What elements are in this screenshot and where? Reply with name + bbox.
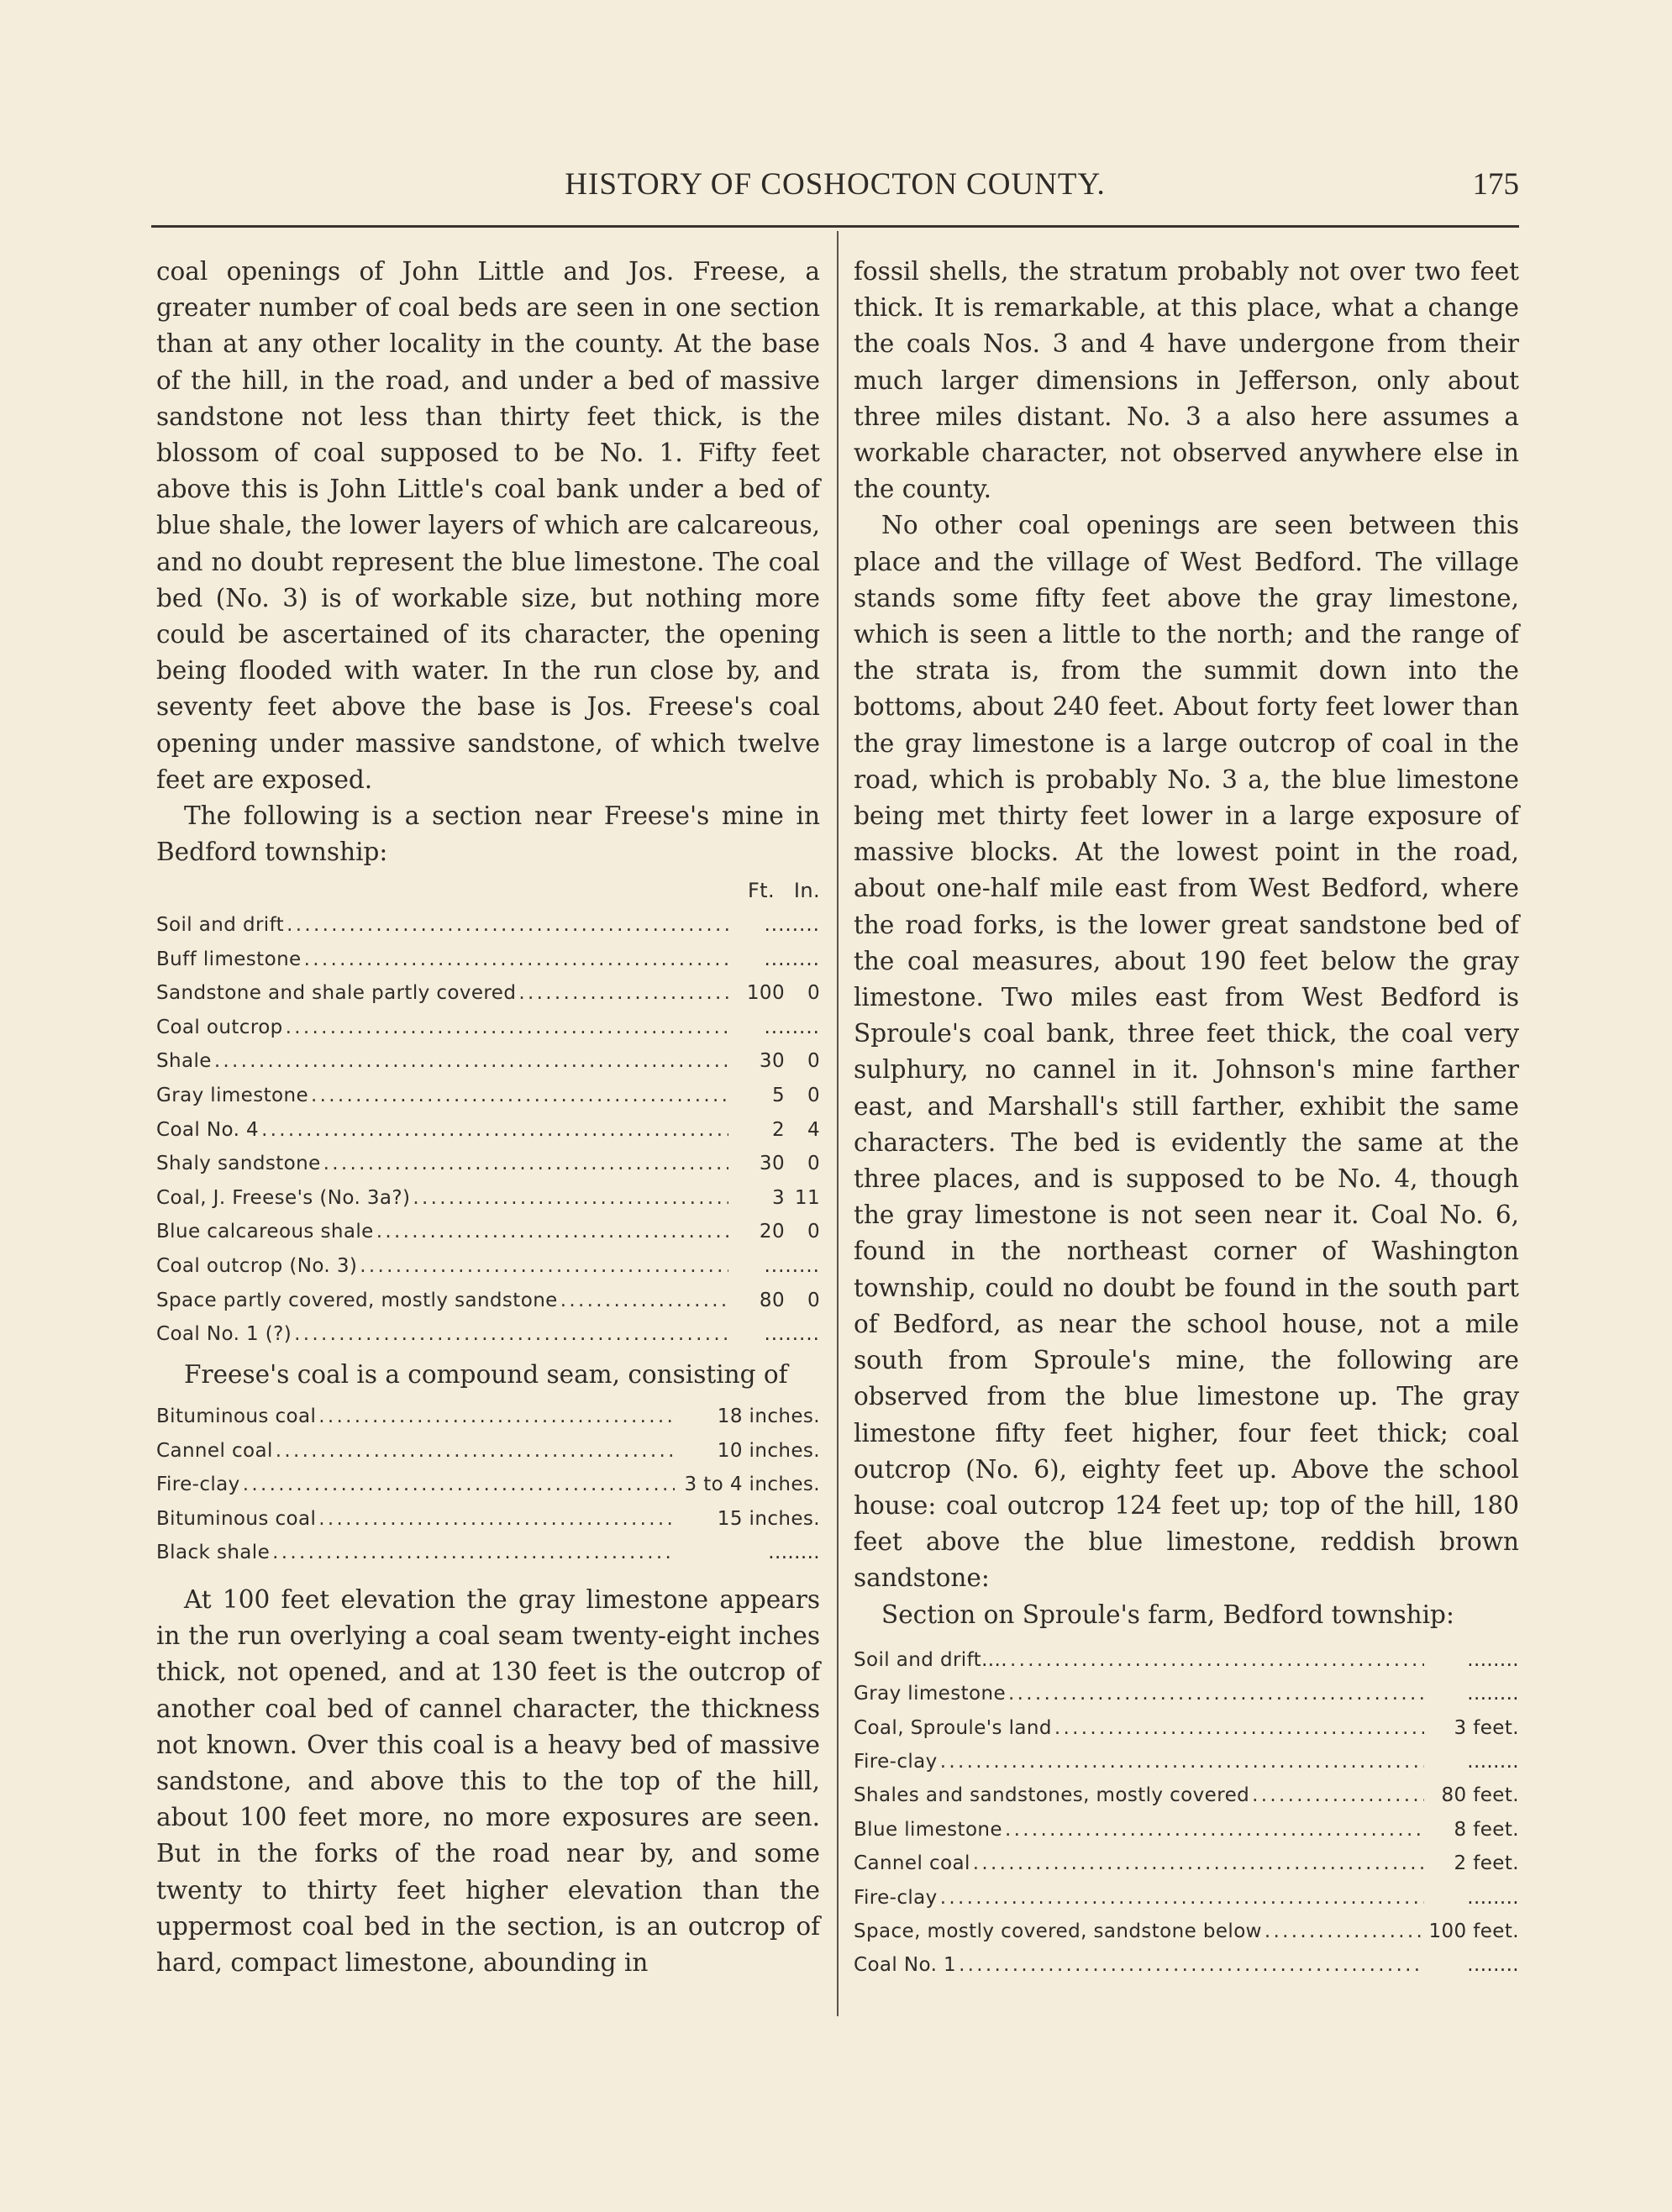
- dot-leader: [940, 1881, 1424, 1915]
- table-row: [156, 1502, 820, 1537]
- row-value: [731, 976, 820, 1011]
- right-paragraph-3: Section on Sproule's farm, Bedford township:: [881, 1600, 1454, 1629]
- table-row: [854, 1915, 1519, 1948]
- row-inches: 0: [807, 1153, 820, 1175]
- row-value: [1427, 1779, 1519, 1812]
- dot-leader: [261, 1113, 728, 1148]
- dot-leader: [286, 1011, 728, 1045]
- row-label: Fire-clay: [854, 1886, 938, 1909]
- dot-leader: [311, 1079, 728, 1113]
- row-amount: 15 inches.: [717, 1507, 820, 1530]
- row-label: Soil and drift....: [854, 1648, 1007, 1671]
- left-paragraph-1: coal openings of John Little and Jos. Freese, a greater number of coal beds are seen in one section than at any other locality in the county. At the base of the hill, in the road, and under a bed of massive sandstone not less than thirty feet thick, is the blossom of coal supposed to be No. 1. Fifty feet above this is John Little's coal bank under a bed of blue shale, the lower layers of which are calcareous, and no doubt represent the blue limestone. The coal bed (No. 3) is of workable size, but nothing more could be ascertained of its character, the opening being flooded with water. In the run close by, and seventy feet above the base is Jos. Freese's coal opening under massive sandstone, of which twelve feet are exposed.: [156, 257, 820, 794]
- dot-leader: [214, 1044, 728, 1079]
- row-inches: 11: [794, 1186, 820, 1209]
- row-value: [677, 1536, 820, 1570]
- row-label: Coal No. 1 (?): [156, 1323, 292, 1346]
- table-row: [156, 1044, 820, 1079]
- row-label: Space, mostly covered, sandstone below: [854, 1920, 1262, 1942]
- row-label: Sandstone and shale partly covered: [156, 982, 517, 1005]
- table-header: [156, 874, 820, 908]
- sproule-section-table: [854, 1643, 1519, 1983]
- left-paragraph-2: The following is a section near Freese's mine in Bedford township:: [156, 801, 820, 867]
- table-row: [156, 943, 820, 977]
- row-label: Cannel coal: [156, 1439, 273, 1462]
- table-row: [156, 908, 820, 943]
- row-amount: ........: [1467, 1750, 1519, 1773]
- row-amount: ........: [1467, 1683, 1519, 1705]
- header-rule: [151, 225, 1519, 228]
- dot-leader: [287, 908, 728, 943]
- row-feet: 30: [759, 1050, 785, 1073]
- table-row: [156, 1215, 820, 1249]
- dot-leader: [1265, 1915, 1424, 1948]
- dot-leader: [1010, 1643, 1424, 1677]
- row-label: Coal outcrop: [156, 1016, 283, 1038]
- row-blank: ........: [764, 1254, 820, 1277]
- table-row: [156, 1284, 820, 1318]
- row-label: Blue calcareous shale: [156, 1221, 374, 1243]
- dot-leader: [973, 1847, 1424, 1880]
- dot-leader: [272, 1536, 675, 1570]
- row-value: [1427, 1745, 1519, 1779]
- running-head: [151, 166, 1519, 213]
- row-inches: 0: [807, 1085, 820, 1107]
- table-row: [156, 1011, 820, 1045]
- row-amount: 8 feet.: [1454, 1818, 1519, 1841]
- compound-seam-table: [156, 1400, 820, 1570]
- row-value: [731, 943, 820, 977]
- table-row: [156, 1079, 820, 1113]
- row-inches: 0: [807, 982, 820, 1005]
- row-value: [731, 1011, 820, 1045]
- row-value: [1427, 1881, 1519, 1915]
- row-amount: 3 feet.: [1454, 1716, 1519, 1739]
- row-value: [1427, 1915, 1519, 1948]
- row-amount: 10 inches.: [717, 1439, 820, 1462]
- row-blank: ........: [764, 948, 820, 970]
- row-label: Bituminous coal: [156, 1405, 317, 1427]
- dot-leader: [1054, 1711, 1424, 1745]
- row-value: [731, 1181, 820, 1216]
- row-feet: 2: [771, 1118, 785, 1141]
- dot-leader: [243, 1468, 675, 1502]
- row-value: [731, 908, 820, 943]
- table-row: [854, 1881, 1519, 1915]
- row-blank: ........: [764, 914, 820, 937]
- dot-leader: [376, 1215, 728, 1249]
- row-label: Coal, J. Freese's (No. 3a?): [156, 1186, 411, 1209]
- row-value: [731, 1249, 820, 1284]
- row-amount: ........: [1467, 1886, 1519, 1909]
- right-paragraph-2: No other coal openings are seen between this place and the village of West Bedford. The village stands some fifty feet above the gray limestone, which is seen a little to the north; and the range of the strata is, from the summit down into the bottoms, about 240 feet. About forty feet lower than the gray limestone is a large outcrop of coal in the road, which is probably No. 3 a, the blue limestone being met thirty feet lower in a large exposure of massive blocks. At the lowest point in the road, about one-half mile east from West Bedford, where the road forks, is the lower great sandstone bed of the coal measures, about 190 feet below the gray limestone. Two miles east from West Bedford is Sproule's coal bank, three feet thick, the coal very sulphury, no cannel in it. Johnson's mine farther east, and Marshall's still farther, exhibit the same characters. The bed is evidently the same at the three places, and is supposed to be No. 4, though the gray limestone is not seen near it. Coal No. 6, found in the northeast corner of Washington township, could no doubt be found in the south part of Bedford, as near the school house, not a mile south from Sproule's mine, the following are observed from the blue limestone up. The gray limestone fifty feet higher, four feet thick; coal outcrop (No. 6), eighty feet up. Above the school house: coal outcrop 124 feet up; top of the hill, 180 feet above the blue limestone, reddish brown sandstone:: [854, 511, 1519, 1593]
- left-column: [156, 254, 820, 1981]
- table-row: [854, 1677, 1519, 1710]
- row-feet: 5: [771, 1085, 785, 1107]
- row-value: [731, 1215, 820, 1249]
- dot-leader: [294, 1317, 728, 1352]
- row-value: [1427, 1847, 1519, 1880]
- row-label: Shale: [156, 1050, 212, 1073]
- row-value: [731, 1044, 820, 1079]
- row-feet: 80: [759, 1289, 785, 1311]
- right-column: [854, 254, 1519, 1988]
- row-value: [677, 1434, 820, 1469]
- row-value: [731, 1113, 820, 1148]
- row-amount: 100 feet.: [1428, 1920, 1519, 1942]
- row-inches: 4: [807, 1118, 820, 1141]
- dot-leader: [518, 976, 728, 1011]
- dot-leader: [1005, 1813, 1424, 1847]
- row-label: Coal No. 4: [156, 1118, 260, 1141]
- table-row: [156, 976, 820, 1011]
- table-row: [156, 1400, 820, 1434]
- table-row: [854, 1847, 1519, 1880]
- row-value: [677, 1400, 820, 1434]
- row-label: Soil and drift: [156, 914, 285, 937]
- table-row: [156, 1113, 820, 1148]
- row-inches: 0: [807, 1221, 820, 1243]
- row-value: [1427, 1711, 1519, 1745]
- row-feet: 100: [746, 982, 785, 1005]
- row-amount: 80 feet.: [1441, 1784, 1519, 1807]
- row-label: Cannel coal: [854, 1852, 970, 1875]
- running-title: HISTORY OF COSHOCTON COUNTY.: [565, 167, 1106, 202]
- row-value: [1427, 1643, 1519, 1677]
- dot-leader: [304, 943, 728, 977]
- row-feet: 30: [759, 1153, 785, 1175]
- freese-section-table: [156, 874, 820, 1351]
- row-value: [731, 1079, 820, 1113]
- table-row: [854, 1711, 1519, 1745]
- row-value: [731, 1147, 820, 1181]
- row-value: [731, 1284, 820, 1318]
- dot-leader: [413, 1181, 728, 1216]
- column-divider: [837, 231, 839, 2016]
- row-feet: 20: [759, 1221, 785, 1243]
- row-label: Gray limestone: [854, 1683, 1007, 1705]
- row-blank: ........: [764, 1323, 820, 1346]
- table-row: [156, 1249, 820, 1284]
- header-in: In.: [793, 879, 820, 903]
- row-label: Buff limestone: [156, 948, 302, 970]
- row-inches: 0: [807, 1050, 820, 1073]
- row-label: Shaly sandstone: [156, 1153, 321, 1175]
- table-row: [156, 1434, 820, 1469]
- right-paragraph-1: fossil shells, the stratum probably not over two feet thick. It is remarkable, at this place, what a change the coals Nos. 3 and 4 have undergone from their much larger dimensions in Jefferson, only about three miles distant. No. 3 a also here assumes a workable character, not observed anywhere else in the county.: [854, 257, 1519, 504]
- dot-leader: [323, 1147, 728, 1181]
- row-value: [677, 1468, 820, 1502]
- row-value: [1427, 1813, 1519, 1847]
- table-row: [156, 1317, 820, 1352]
- table-row: [854, 1643, 1519, 1677]
- row-value: [731, 1317, 820, 1352]
- row-inches: 0: [807, 1289, 820, 1311]
- table-row: [854, 1813, 1519, 1847]
- row-label: Fire-clay: [854, 1750, 938, 1773]
- row-amount: ........: [768, 1542, 820, 1564]
- header-ft: Ft.: [747, 879, 775, 903]
- left-paragraph-3: Freese's coal is a compound seam, consisting of: [184, 1359, 788, 1389]
- dot-leader: [318, 1400, 675, 1434]
- page-number: 175: [1472, 167, 1519, 202]
- row-amount: ........: [1467, 1954, 1519, 1977]
- row-label: Coal, Sproule's land: [854, 1716, 1052, 1739]
- row-label: Fire-clay: [156, 1474, 240, 1496]
- row-label: Gray limestone: [156, 1085, 309, 1107]
- row-value: [1427, 1948, 1519, 1982]
- row-label: Blue limestone: [854, 1818, 1002, 1841]
- row-label: Coal outcrop (No. 3): [156, 1254, 358, 1277]
- row-amount: 3 to 4 inches.: [684, 1474, 820, 1496]
- left-paragraph-4: At 100 feet elevation the gray limestone appears in the run overlying a coal seam twenty-eight inches thick, not opened, and at 130 feet is the outcrop of another coal bed of cannel character, the thickness not known. Over this coal is a heavy bed of massive sandstone, and above this to the top of the hill, about 100 feet more, no more exposures are seen. But in the forks of the road near by, and some twenty to thirty feet higher elevation than the uppermost coal bed in the section, is an outcrop of hard, compact limestone, abounding in: [156, 1584, 820, 1977]
- row-blank: ........: [764, 1016, 820, 1038]
- table-row: [854, 1745, 1519, 1779]
- dot-leader: [276, 1434, 675, 1469]
- table-row: [156, 1536, 820, 1570]
- table-row: [854, 1948, 1519, 1982]
- row-value: [677, 1502, 820, 1537]
- row-label: Black shale: [156, 1542, 271, 1564]
- dot-leader: [318, 1502, 675, 1537]
- row-feet: 3: [771, 1186, 785, 1209]
- row-amount: 18 inches.: [717, 1405, 820, 1427]
- table-row: [156, 1147, 820, 1181]
- row-label: Coal No. 1: [854, 1954, 957, 1977]
- row-amount: ........: [1467, 1648, 1519, 1671]
- row-label: Shales and sandstones, mostly covered: [854, 1784, 1250, 1807]
- dot-leader: [1008, 1677, 1424, 1710]
- dot-leader: [959, 1948, 1424, 1982]
- dot-leader: [560, 1284, 728, 1318]
- row-label: Space partly covered, mostly sandstone: [156, 1289, 558, 1311]
- table-row: [156, 1181, 820, 1216]
- row-amount: 2 feet.: [1454, 1852, 1519, 1875]
- table-row: [156, 1468, 820, 1502]
- dot-leader: [360, 1249, 728, 1284]
- row-label: Bituminous coal: [156, 1507, 317, 1530]
- table-row: [854, 1779, 1519, 1812]
- dot-leader: [940, 1745, 1424, 1779]
- dot-leader: [1252, 1779, 1424, 1812]
- row-value: [1427, 1677, 1519, 1710]
